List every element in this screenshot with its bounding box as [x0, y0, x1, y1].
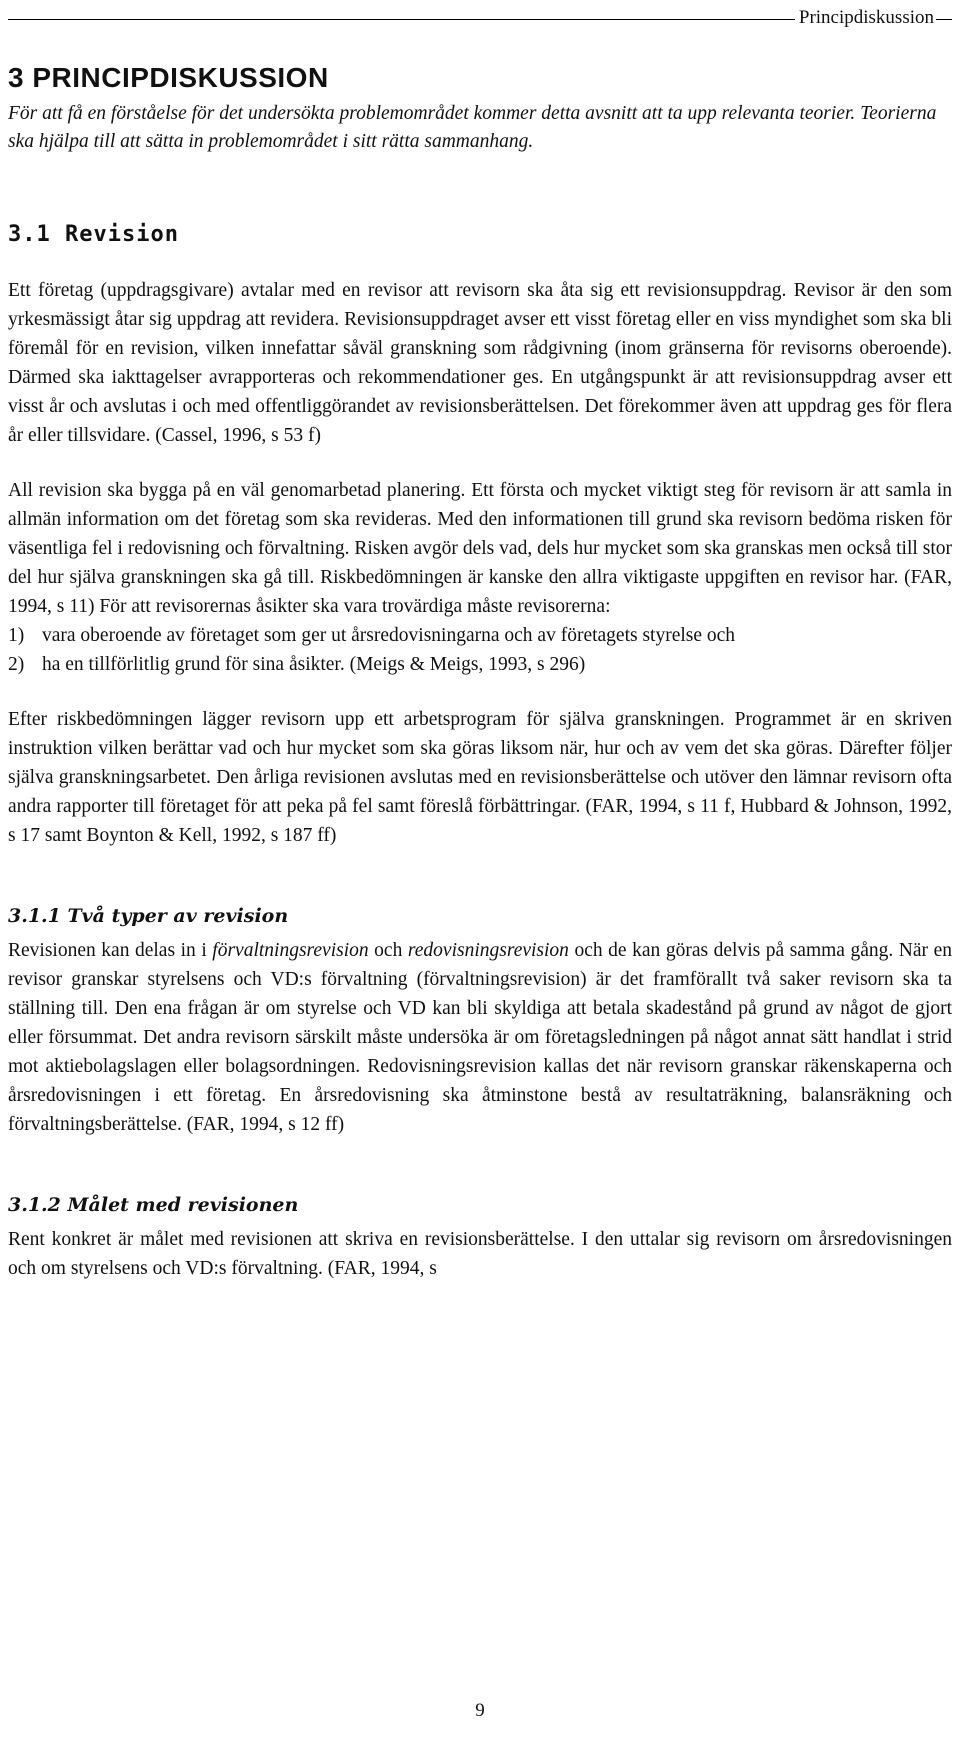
- list-item-number: 1): [8, 625, 25, 646]
- list-item: [8, 621, 952, 650]
- subsection-title-3-1-2: 3.1.2 Målet med revisionen: [8, 1194, 299, 1216]
- running-header: [8, 0, 952, 28]
- chapter-intro: För att få en förståelse för det undersökta problemområdet kommer detta avsnitt att ta upp relevanta teorier. Teorierna ska hjälpa till att sätta in problemområdet i sitt rätta sammanhang.: [8, 103, 937, 152]
- term-accounting-audit: redovisningsrevision: [407, 940, 569, 961]
- requirements-list: [8, 621, 952, 679]
- list-item-text: ha en tillförlitlig grund för sina åsikter. (Meigs & Meigs, 1993, s 296): [42, 654, 586, 675]
- header-rule: [8, 19, 795, 20]
- section-title-3-1: 3.1 Revision: [8, 222, 179, 247]
- list-item: [8, 650, 952, 679]
- list-item-number: 2): [8, 654, 25, 675]
- running-title: Principdiskussion: [798, 7, 934, 28]
- paragraph-text: Revisionen kan delas in i: [8, 940, 213, 961]
- list-item-text: vara oberoende av företaget som ger ut årsredovisningarna och av företagets styrelse och: [42, 625, 736, 646]
- paragraph-revision-assignment: Ett företag (uppdragsgivare) avtalar med en revisor att revisorn ska åta sig ett revisionsuppdrag. Revisor är den som yrkesmässigt åtar sig uppdrag att revidera. Revisionsuppdraget avser ett visst företag eller en viss myndighet som ska bli föremål för en revision, vilken innefattar såväl granskning som rådgivning (inom gränserna för revisorns oberoende). Därmed ska iakttagelser avrapporteras och rekommendationer ges. En utgångspunkt är att revisionsuppdrag avser ett visst år och avslutas i och med offentliggörandet av revisionsberättelsen. Det förekommer även att uppdrag ges för flera år eller tillsvidare. (Cassel, 1996, s 53 f): [8, 280, 952, 446]
- term-management-audit: förvaltningsrevision: [212, 940, 369, 961]
- paragraph-two-types: [8, 936, 952, 1139]
- chapter-title: 3 PRINCIPDISKUSSION: [8, 62, 329, 93]
- header-rule-end: [936, 19, 952, 20]
- page-number: 9: [475, 1700, 485, 1721]
- paragraph-revision-planning: All revision ska bygga på en väl genomarbetad planering. Ett första och mycket viktigt steg för revisorn är att samla in allmän information om det företag som ska revideras. Med den informationen till grund ska revisorn bedöma risken för väsentliga fel i redovisning och förvaltning. Risken avgör dels vad, dels hur mycket som ska granskas men också till stor del hur själva granskningen ska gå till. Riskbedömningen är kanske den allra viktigaste uppgiften en revisor har. (FAR, 1994, s 11) För att revisorernas åsikter ska vara trovärdiga måste revisorerna:: [8, 480, 952, 617]
- paragraph-audit-program: Efter riskbedömningen lägger revisorn upp ett arbetsprogram för själva granskningen. Programmet är en skriven instruktion vilken berättar vad och hur mycket som ska göras liksom när, hur och av vem det ska göras. Därefter följer själva granskningsarbetet. Den årliga revisionen avslutas med en revisionsberättelse och utöver den lämnar revisorn ofta andra rapporter till företaget för att peka på fel samt föreslå förbättringar. (FAR, 1994, s 11 f, Hubbard & Johnson, 1992, s 17 samt Boynton & Kell, 1992, s 187 ff): [8, 709, 952, 846]
- paragraph-text: och: [368, 940, 408, 961]
- paragraph-text: och de kan göras delvis på samma gång. När en revisor granskar styrelsens och VD:s förvaltning (förvaltningsrevision) är det framförallt två saker revisorn ska ta ställning till. Den ena frågan är om styrelse och VD kan bli skyldiga att betala skadestånd på grund av något de gjort eller försummat. Det andra revisorn särskilt måste undersöka är om företagsledningen på något annat sätt handlat i strid mot aktiebolagslagen eller bolagsordningen. Redovisningsrevision kallas det när revisorn granskar räkenskaperna och årsredovisningen i ett företag. En årsredovisning ska åtminstone bestå av resultaträkning, balansräkning och förvaltningsberättelse. (FAR, 1994, s 12 ff): [8, 940, 952, 1135]
- paragraph-audit-goal: Rent konkret är målet med revisionen att skriva en revisionsberättelse. I den uttalar sig revisorn om årsredovisningen och om styrelsens och VD:s förvaltning. (FAR, 1994, s: [8, 1229, 952, 1279]
- subsection-title-3-1-1: 3.1.1 Två typer av revision: [8, 905, 289, 927]
- page-content: [8, 60, 952, 1283]
